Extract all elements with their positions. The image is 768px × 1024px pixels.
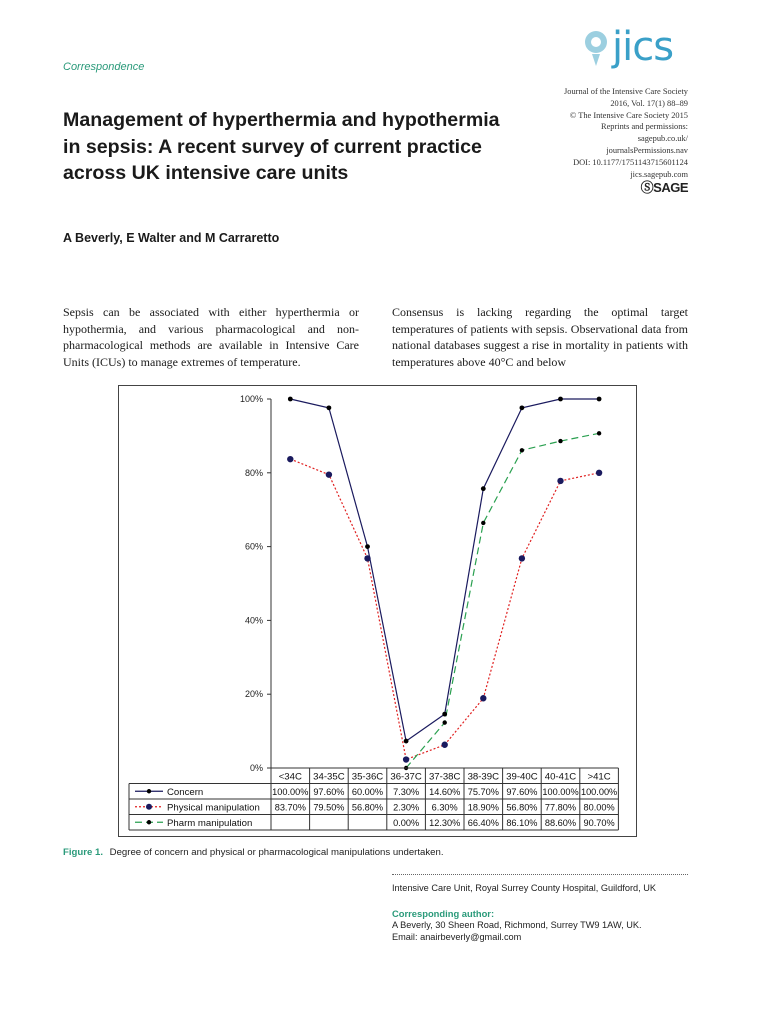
corresponding-author-email[interactable]: Email: anairbeverly@gmail.com: [392, 932, 522, 942]
data-point: [326, 471, 332, 477]
publisher-name: SAGE: [653, 180, 688, 195]
data-label: 6.30%: [431, 802, 458, 813]
sage-icon: Ⓢ: [640, 180, 654, 195]
x-category-label: >41C: [587, 771, 611, 783]
affiliation: Intensive Care Unit, Royal Surrey County Hospital, Guildford, UK: [392, 883, 656, 893]
section-label: Correspondence: [63, 61, 145, 73]
legend-marker: [147, 820, 151, 824]
journal-line: Reprints and permissions:: [600, 122, 688, 132]
data-label: 100.00%: [272, 786, 309, 797]
y-tick-label: 40%: [244, 615, 263, 626]
journal-line: Journal of the Intensive Care Society: [564, 87, 688, 96]
data-label: 0.00%: [393, 817, 420, 828]
figure-1: [118, 385, 637, 837]
data-point: [481, 486, 486, 491]
x-category-label: 34-35C: [313, 771, 345, 783]
logo-text: jics: [612, 24, 674, 70]
data-label: 18.90%: [467, 802, 499, 813]
data-label: 97.60%: [506, 786, 538, 797]
data-point: [557, 478, 563, 484]
data-label: 80.00%: [583, 802, 615, 813]
legend-label: Concern: [167, 786, 204, 798]
series-line-3: [406, 433, 599, 768]
data-point: [288, 397, 293, 402]
data-label: 12.30%: [429, 817, 461, 828]
x-category-label: 40-41C: [544, 771, 577, 783]
data-point: [519, 555, 525, 561]
figure-caption: [63, 847, 444, 858]
data-label: 83.70%: [274, 802, 306, 813]
legend-marker: [146, 804, 152, 810]
data-label: 56.80%: [351, 802, 384, 813]
figure-caption-text: Degree of concern and physical or pharmacological manipulations undertaken.: [109, 847, 444, 858]
x-category-label: 38-39C: [467, 771, 500, 783]
data-point: [327, 405, 332, 410]
data-label: 88.60%: [544, 817, 577, 828]
data-point: [403, 756, 409, 762]
journal-line: sagepub.co.uk/: [637, 134, 688, 144]
data-label: 77.80%: [544, 802, 577, 813]
data-point: [480, 695, 486, 701]
y-tick-label: 60%: [244, 541, 263, 552]
data-point: [597, 397, 602, 402]
data-label: 97.60%: [313, 786, 345, 797]
x-category-label: 39-40C: [506, 771, 538, 783]
data-label: 90.70%: [583, 817, 615, 828]
data-label: 66.40%: [467, 817, 499, 828]
data-point: [287, 456, 293, 462]
data-label: 79.50%: [313, 802, 345, 813]
data-label: 14.60%: [429, 786, 461, 797]
figure-label: Figure 1.: [63, 847, 103, 858]
x-category-label: 37-38C: [428, 771, 461, 783]
y-tick-label: 80%: [244, 467, 263, 478]
x-category-label: 35-36C: [351, 771, 384, 783]
data-label: 100.00%: [580, 786, 618, 797]
journal-line: jics.sagepub.com: [630, 169, 688, 179]
footnote-divider: [392, 874, 688, 875]
data-point: [597, 431, 601, 435]
legend-label: Pharm manipulation: [167, 817, 253, 829]
journal-logo: [582, 22, 692, 80]
journal-line: journalsPermissions.nav: [606, 145, 688, 155]
x-category-label: 36-37C: [390, 771, 422, 783]
article-title: Management of hyperthermia and hypothermia in sepsis: A recent survey of current practice across UK intensive care units: [63, 109, 500, 184]
data-point: [365, 544, 370, 549]
data-point: [558, 397, 563, 402]
data-point: [364, 555, 370, 561]
corresponding-author-address: A Beverly, 30 Sheen Road, Richmond, Surrey TW9 1AW, UK.: [392, 920, 642, 930]
x-category-label: <34C: [278, 771, 302, 783]
article-authors: A Beverly, E Walter and M Carraretto: [63, 231, 280, 245]
data-label: 56.80%: [506, 802, 538, 813]
data-point: [596, 470, 602, 476]
series-line-1: [290, 399, 599, 741]
line-chart: [119, 386, 636, 836]
data-label: 75.70%: [467, 786, 499, 797]
y-tick-label: 0%: [249, 763, 263, 773]
data-label: 2.30%: [393, 802, 420, 813]
y-tick-label: 20%: [244, 689, 263, 700]
legend-marker: [147, 789, 151, 793]
data-label: 100.00%: [542, 786, 579, 797]
legend-label: Physical manipulation: [167, 802, 260, 814]
data-point: [520, 448, 524, 452]
data-point: [520, 405, 525, 410]
data-label: 86.10%: [506, 817, 538, 828]
data-point: [443, 720, 447, 724]
journal-line: 2016, Vol. 17(1) 88–89: [610, 98, 688, 108]
data-point: [558, 439, 562, 443]
journal-line: DOI: 10.1177/1751143715601124: [573, 157, 688, 167]
data-point: [404, 739, 409, 744]
data-point: [442, 742, 448, 748]
data-point: [442, 712, 447, 717]
y-tick-label: 100%: [239, 394, 263, 404]
publisher-logo: [641, 177, 688, 196]
data-label: 60.00%: [351, 786, 384, 797]
data-point: [481, 521, 485, 525]
journal-line: © The Intensive Care Society 2015: [569, 110, 688, 120]
corresponding-author-heading: Corresponding author:: [392, 908, 495, 919]
data-label: 7.30%: [393, 786, 420, 797]
body-text-right: Consensus is lacking regarding the optimal target temperatures of patients with sepsis. Observational data from national databases suggest a rise in mortality in patients with temperatures above 40°C and below: [392, 305, 688, 369]
body-text-left: Sepsis can be associated with either hyperthermia or hypothermia, and various pharmacological and non-pharmacological methods are available in Intensive Care Units (ICUs) to manage extremes of temperature.: [63, 305, 359, 369]
